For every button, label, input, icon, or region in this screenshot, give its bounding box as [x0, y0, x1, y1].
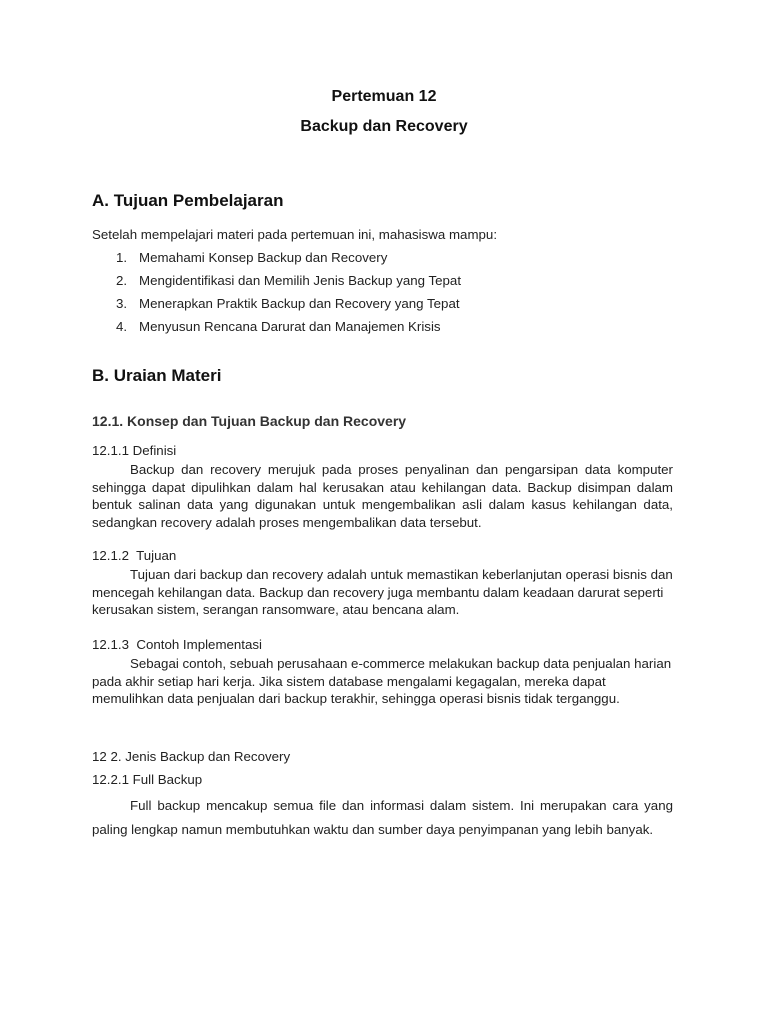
list-item	[92, 318, 461, 341]
objectives-intro: Setelah mempelajari materi pada pertemuan ini, mahasiswa mampu:	[92, 227, 498, 242]
section-a-heading: A. Tujuan Pembelajaran	[92, 191, 284, 210]
subsection-12-1-heading: 12.1. Konsep dan Tujuan Backup dan Recovery	[92, 413, 407, 429]
list-item-number: 1.	[116, 250, 128, 265]
subsection-12-2-heading: 12 2. Jenis Backup dan Recovery	[92, 749, 291, 764]
list-item	[92, 249, 461, 272]
full-backup-label: 12.2.1 Full Backup	[92, 772, 203, 787]
list-item-text: Menyusun Rencana Darurat dan Manajemen Krisis	[139, 319, 441, 334]
list-item-number: 2.	[116, 273, 128, 288]
full-backup-paragraph: Full backup mencakup semua file dan informasi dalam sistem. Ini merupakan cara yang paling lengkap namun membutuhkan waktu dan sumber daya penyimpanan yang lebih banyak.	[92, 798, 673, 837]
definisi-paragraph: Backup dan recovery merujuk pada proses penyalinan dan pengarsipan data komputer sehingga dapat dipulihkan dalam hal kerusakan atau kehilangan data. Backup disimpan dalam bentuk salinan data yang digunakan untuk mengembalikan asli dalam kasus kehilangan data, sedangkan recovery adalah proses mengembalikan data tersebut.	[92, 462, 673, 531]
contoh-label: 12.1.3 Contoh Implementasi	[92, 637, 263, 652]
definisi-label: 12.1.1 Definisi	[92, 443, 177, 458]
list-item-text: Memahami Konsep Backup dan Recovery	[139, 250, 388, 265]
tujuan-paragraph: Tujuan dari backup dan recovery adalah untuk memastikan keberlanjutan operasi bisnis dan mencegah kehilangan data. Backup dan recovery juga membantu dalam keadaan darurat seperti kerusakan sistem, serangan ransomware, atau bencana alam.	[92, 567, 673, 618]
list-item	[92, 295, 461, 318]
list-item-number: 4.	[116, 319, 128, 334]
list-item-text: Menerapkan Praktik Backup dan Recovery yang Tepat	[139, 296, 460, 311]
objectives-list	[92, 249, 461, 341]
section-b-heading: B. Uraian Materi	[92, 366, 222, 385]
meeting-title: Pertemuan 12	[331, 88, 437, 105]
topic-title: Backup dan Recovery	[300, 118, 468, 135]
tujuan-label: 12.1.2 Tujuan	[92, 548, 177, 563]
list-item-number: 3.	[116, 296, 128, 311]
list-item-text: Mengidentifikasi dan Memilih Jenis Backup yang Tepat	[139, 273, 462, 288]
list-item	[92, 272, 461, 295]
contoh-paragraph: Sebagai contoh, sebuah perusahaan e-commerce melakukan backup data penjualan harian pada akhir setiap hari kerja. Jika sistem database mengalami kegagalan, mereka dapat memulihkan data penjualan dari backup terakhir, sehingga operasi bisnis tidak terganggu.	[92, 656, 672, 707]
